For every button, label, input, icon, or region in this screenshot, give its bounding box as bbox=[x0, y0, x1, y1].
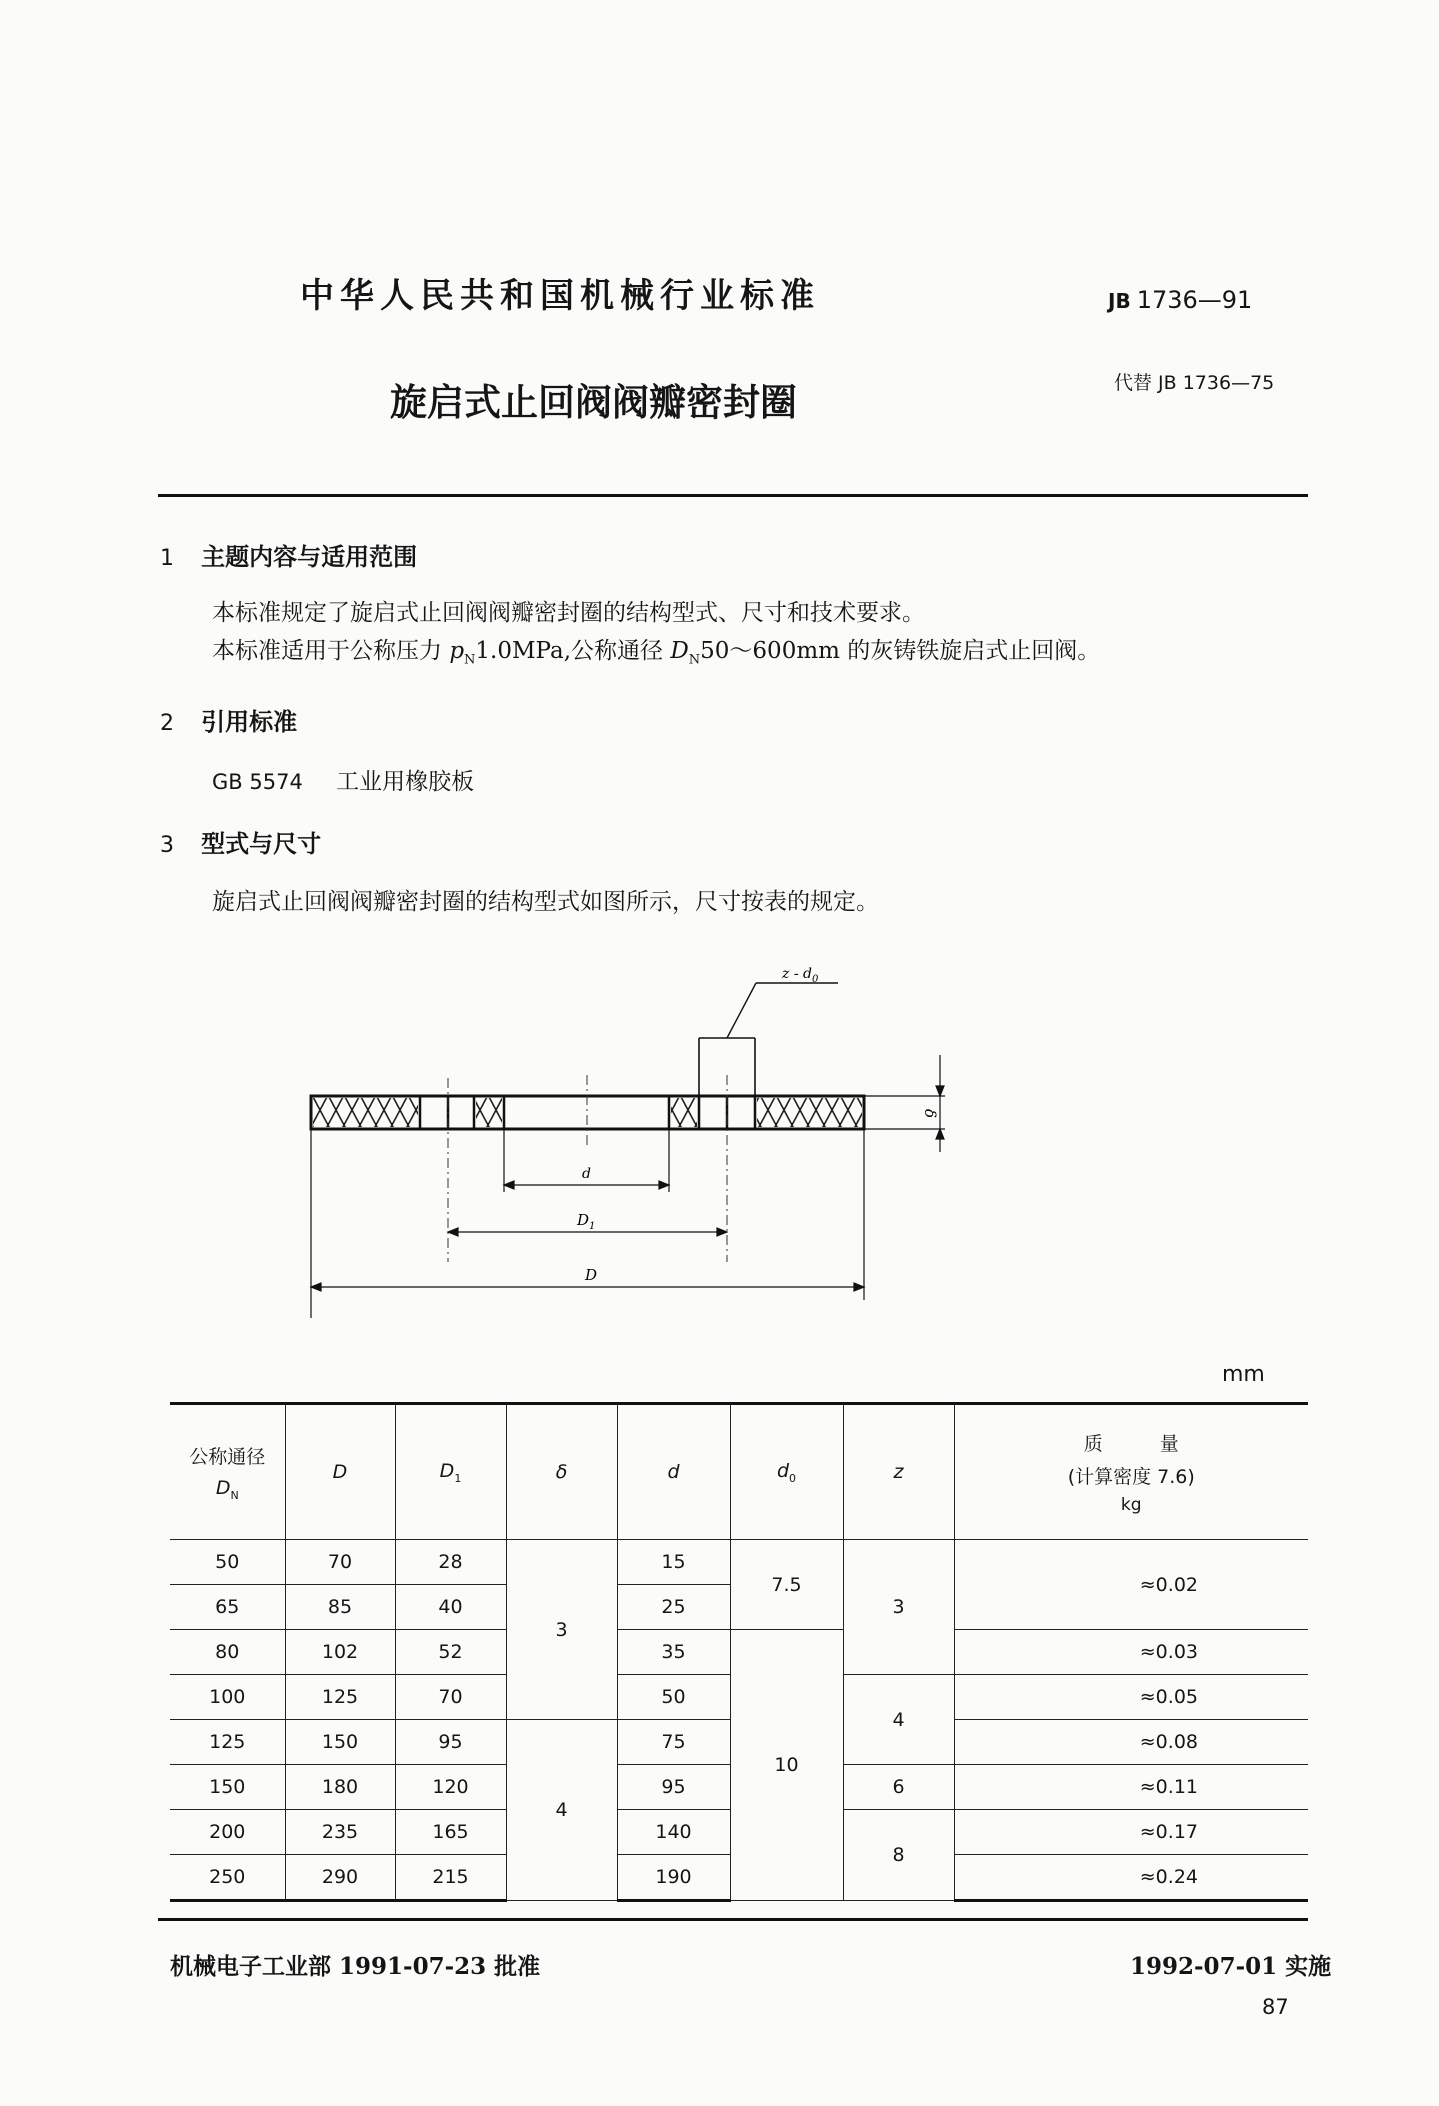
header-delta: δ bbox=[506, 1404, 617, 1540]
table-row: 100 125 70 50 4 ≈0.05 bbox=[170, 1675, 1308, 1720]
table-row: 50 70 28 3 15 7.5 3 ≈0.02 bbox=[170, 1540, 1308, 1585]
header-D1: $D_1$ bbox=[395, 1404, 506, 1540]
hatched-seal-right bbox=[757, 1098, 862, 1127]
header-d: d bbox=[617, 1404, 730, 1540]
approval-line: 机械电子工业部 1991-07-23 批准 bbox=[170, 1953, 541, 1980]
hatched-seal-left bbox=[313, 1098, 418, 1127]
table-row: 150 180 120 95 6 ≈0.11 bbox=[170, 1765, 1308, 1810]
D1-label: $D_1$ bbox=[577, 1211, 596, 1232]
mass-cell: ≈0.05 bbox=[954, 1675, 1308, 1720]
header-mass: 质 量 (计算密度 7.6) kg bbox=[954, 1404, 1308, 1540]
table-row: 250 290 215 190 ≈0.24 bbox=[170, 1855, 1308, 1901]
section-title: 型式与尺寸 bbox=[201, 829, 322, 858]
table-row: 65 85 40 25 bbox=[170, 1585, 1308, 1630]
d0-cell: 7.5 bbox=[730, 1540, 843, 1630]
effective-line: 1992-07-01 实施 bbox=[1130, 1953, 1332, 1980]
z-cell: 3 bbox=[843, 1540, 954, 1675]
standard-number-value: 1736—91 bbox=[1136, 286, 1253, 314]
D1-dimension bbox=[448, 1228, 727, 1236]
bolt-hole-callout bbox=[699, 966, 838, 1096]
standard-prefix: JB bbox=[1108, 289, 1131, 313]
section-number: 3 bbox=[160, 833, 174, 858]
mass-cell: ≈0.08 bbox=[954, 1720, 1308, 1765]
hatched-inner-left bbox=[476, 1098, 502, 1127]
hatched-inner-right bbox=[671, 1098, 697, 1127]
footer-divider bbox=[158, 1918, 1308, 1921]
table-row: 125 150 95 4 75 ≈0.08 bbox=[170, 1720, 1308, 1765]
delta-cell: 3 bbox=[506, 1540, 617, 1720]
section-3-paragraph: 旋启式止回阀阀瓣密封圈的结构型式如图所示，尺寸按表的规定。 bbox=[212, 889, 879, 915]
section-title: 引用标准 bbox=[201, 707, 298, 736]
ref-code: GB 5574 bbox=[212, 770, 303, 794]
page-number: 87 bbox=[1262, 1995, 1289, 2019]
table-row: 200 235 165 140 8 ≈0.17 bbox=[170, 1810, 1308, 1855]
standard-category: 中华人民共和国机械行业标准 bbox=[300, 276, 820, 316]
mass-cell: ≈0.03 bbox=[954, 1630, 1308, 1675]
section-1-paragraph-1: 本标准规定了旋启式止回阀阀瓣密封圈的结构型式、尺寸和技术要求。 bbox=[212, 600, 925, 626]
delta-cell: 4 bbox=[506, 1720, 617, 1901]
mass-cell: ≈0.11 bbox=[954, 1765, 1308, 1810]
section-number: 2 bbox=[160, 711, 174, 736]
section-title: 主题内容与适用范围 bbox=[201, 542, 418, 571]
mass-cell: ≈0.17 bbox=[954, 1810, 1308, 1855]
d0-cell: 10 bbox=[730, 1630, 843, 1901]
z-cell: 8 bbox=[843, 1810, 954, 1901]
ref-title: 工业用橡胶板 bbox=[336, 769, 475, 795]
mass-cell: ≈0.02 bbox=[954, 1540, 1308, 1630]
delta-label: δ bbox=[921, 1109, 939, 1119]
hole-label: z - $d_0$ bbox=[782, 966, 819, 985]
unit-label: mm bbox=[1222, 1362, 1265, 1387]
section-number: 1 bbox=[160, 546, 174, 571]
document-title: 旋启式止回阀阀瓣密封圈 bbox=[390, 380, 797, 424]
header-d0: $d_0$ bbox=[730, 1404, 843, 1540]
header-dn: 公称通径 $D_N$ bbox=[170, 1404, 285, 1540]
z-cell: 4 bbox=[843, 1675, 954, 1765]
section-1-paragraph-2: 本标准适用于公称压力 $p_N1.0MPa$,公称通径 $D_N50\sim 600mm$ 的灰铸铁旋启式止回阀。 bbox=[212, 638, 1101, 668]
dimension-table bbox=[170, 1402, 1308, 1902]
header-z: z bbox=[843, 1404, 954, 1540]
z-cell: 6 bbox=[843, 1765, 954, 1810]
thickness-dimension bbox=[864, 1055, 945, 1152]
table-row: 80 102 52 35 10 ≈0.03 bbox=[170, 1630, 1308, 1675]
d-label: d bbox=[582, 1166, 591, 1182]
mass-cell: ≈0.24 bbox=[954, 1855, 1308, 1901]
replaces-note: 代替 JB 1736—75 bbox=[1114, 372, 1275, 394]
header-D: D bbox=[285, 1404, 395, 1540]
D-label: D bbox=[585, 1266, 598, 1284]
